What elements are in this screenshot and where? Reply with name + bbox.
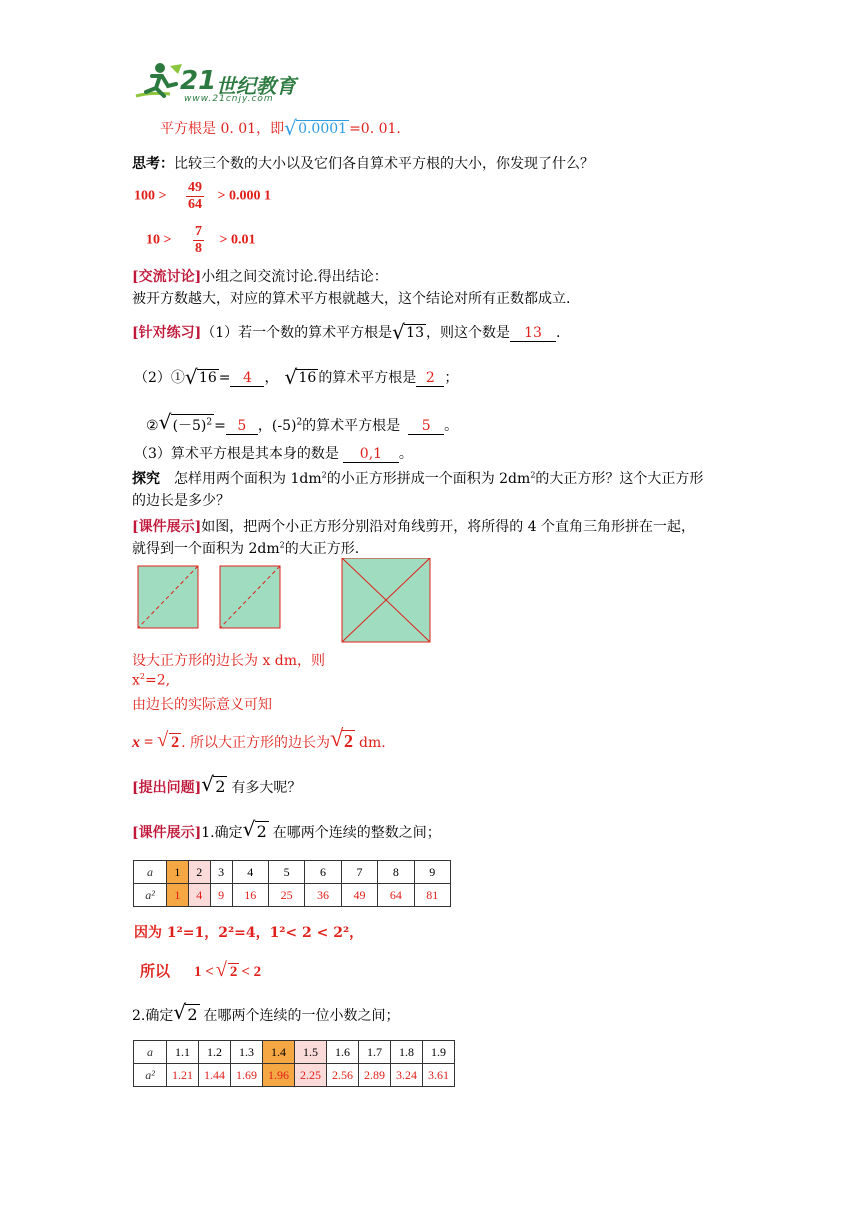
- because-line: 因为 1²=1，2²=4，1²< 2 < 2²，: [134, 925, 364, 941]
- step2-line: 2.确定 √ 2 在哪两个连续的一位小数之间；: [132, 1000, 400, 1024]
- answer-blank[interactable]: 2: [416, 370, 444, 387]
- answer-blank[interactable]: 5: [408, 418, 444, 435]
- answer-blank[interactable]: 4: [230, 370, 264, 387]
- explore-line-1: 探究 怎样用两个面积为 $1dm^2$的小正方形拼成一个面积为 $2dm^2$的大正方形？这个大正方形: [132, 470, 704, 487]
- compare-line-1: 100 > $\frac{49}{64}$ > 0.000 1: [134, 180, 271, 212]
- logo-url: www.21cnjy.com: [184, 94, 274, 104]
- think-line: 思考：比较三个数的大小以及它们各自算术平方根的大小，你发现了什么？: [132, 156, 594, 172]
- answer-blank[interactable]: 0,1: [343, 446, 399, 463]
- logo-text: 世纪教育: [216, 74, 296, 98]
- sqrt-expression: √ 0.0001: [284, 116, 348, 140]
- sqrt-result-line: 平方根是 0. 01，即 √ 0.0001 =0. 01.: [160, 116, 401, 140]
- question-line: [提出问题] √ 2 有多大呢？: [132, 772, 302, 796]
- answer-blank[interactable]: 5: [226, 418, 258, 435]
- discuss-line: [交流讨论]小组之间交流讨论.得出结论：: [132, 269, 388, 285]
- table-row: a 1.1 1.2 1.3 1.4 1.5 1.6 1.7 1.8 1.9: [134, 1041, 455, 1064]
- conclusion-line: 被开方数越大，对应的算术平方根就越大，这个结论对所有正数都成立.: [132, 291, 571, 307]
- exercise-2: （2）① √ 16 = 4 ， √ 16 的算术平方根是 2 ；: [134, 365, 459, 389]
- exercise-4: （3）算术平方根是其本身的数是 0,1 。: [134, 446, 413, 462]
- integer-squares-table: [133, 860, 451, 907]
- exercise-1: [针对练习]（1）若一个数的算术平方根是 √ 13 ，则这个数是 13 .: [132, 320, 561, 344]
- table-row: a 1 2 3 4 5 6 7 8 9: [134, 861, 451, 884]
- show1-line-1: [课件展示]如图，把两个小正方形分别沿对角线剪开，将所得的 4 个直角三角形拼在一起，: [132, 519, 696, 535]
- big-square: [342, 558, 430, 642]
- small-square-1: [138, 566, 198, 628]
- show2-line: [课件展示]1.确定 √ 2 在哪两个连续的整数之间；: [132, 817, 441, 841]
- runner-logo-icon: [130, 62, 186, 104]
- exercise-3: ② √ $(-5)^2 = 5$ ，$(-5)^2$的算术平方根是 5 。: [146, 410, 459, 434]
- show1-line-2: 就得到一个面积为 $2dm^2$的大正方形.: [132, 540, 360, 557]
- answer-blank[interactable]: 13: [510, 325, 556, 342]
- derivation-1: 设大正方形的边长为 x dm，则: [132, 653, 326, 669]
- compare-line-2: 10 > $\frac{7}{8}$ > 0.01: [146, 224, 256, 256]
- decimal-squares-table: [133, 1040, 455, 1087]
- small-square-2: [220, 566, 280, 628]
- table-row: a² 1.21 1.44 1.69 1.96 2.25 2.56 2.89 3.24 3.61: [134, 1064, 455, 1087]
- derivation-2: $x^2=2$,: [132, 672, 171, 689]
- logo-number: 21: [180, 66, 217, 96]
- squares-figure: [136, 558, 436, 644]
- logo: [130, 62, 310, 106]
- result-line: x = √ 2 . 所以大正方形的边长为 √ 2 dm.: [132, 726, 386, 752]
- table-row: a² 1 4 9 16 25 36 49 64 81: [134, 884, 451, 907]
- derivation-3: 由边长的实际意义可知: [132, 697, 272, 713]
- explore-line-2: 的边长是多少？: [132, 493, 230, 509]
- so-line: 所以 1 < √ 2 < 2: [140, 959, 262, 981]
